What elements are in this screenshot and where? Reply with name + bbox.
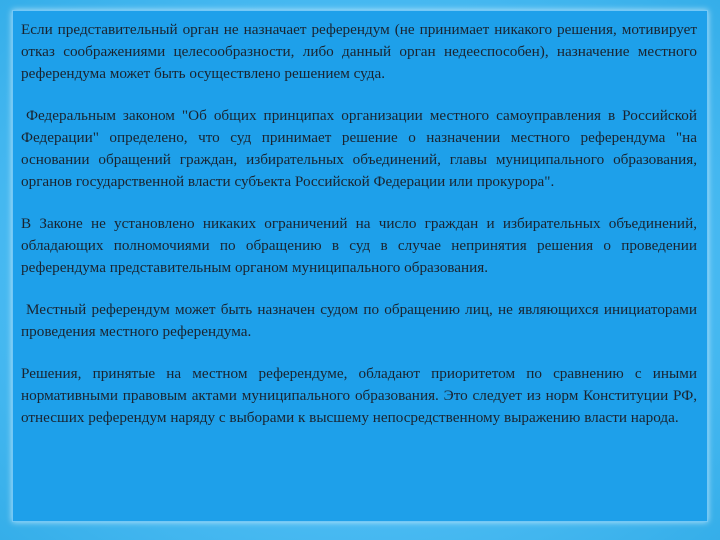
paragraph-decisions-priority: Решения, принятые на местном референдуме, обладают приоритетом по сравнению с иными нормативными правовым актами муниципального образования. Это следует из норм Конституции РФ, отнесших референдум наряду с выборами к высшему непосредственному выражению власти народа. (21, 365, 697, 426)
paragraph-court-appointment: Если представительный орган не назначает референдум (не принимает никакого решения, мотивирует отказ соображениями целесообразности, либо данный орган недееспособен), назначение местного референдума может быть осуществлено решением суда. (21, 21, 697, 82)
paragraph-federal-law: Федеральным законом "Об общих принципах организации местного самоуправления в Российской Федерации" определено, что суд принимает решение о назначении местного референдума "на основании обращений граждан, избирательных объединений, главы муниципального образования, органов государственной власти субъекта Российской Федерации или прокурора". (21, 107, 697, 190)
paragraph-non-initiators: Местный референдум может быть назначен судом по обращению лиц, не являющихся инициаторами проведения местного референдума. (21, 301, 697, 340)
paragraph-no-restrictions: В Законе не установлено никаких ограничений на число граждан и избирательных объединений, обладающих полномочиями по обращению в суд в случае непринятия решения о проведении референдума представительным органом муниципального образования. (21, 215, 697, 276)
text-content-box (12, 10, 708, 522)
